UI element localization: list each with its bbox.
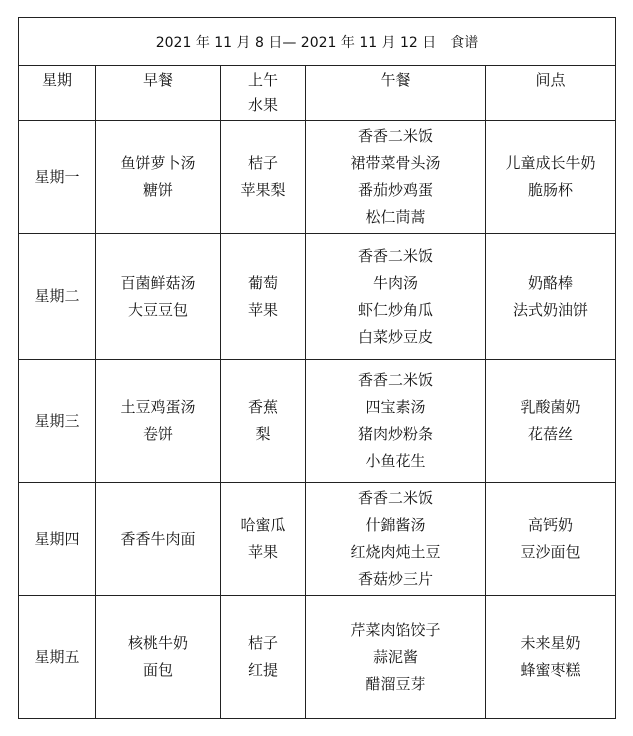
day-cell: 星期二 (19, 234, 96, 360)
table-row (19, 234, 616, 360)
header-lunch: 午餐 (306, 66, 486, 121)
fruit-cell: 葡萄 苹果 (221, 234, 306, 360)
fruit-cell: 桔子 红提 (221, 596, 306, 719)
header-row (19, 66, 616, 121)
lunch-cell: 香香二米饭 裙带菜骨头汤 番茄炒鸡蛋 松仁茼蒿 (306, 121, 486, 234)
snack-cell: 未来星奶 蜂蜜枣糕 (486, 596, 616, 719)
snack-cell: 高钙奶 豆沙面包 (486, 483, 616, 596)
day-cell: 星期一 (19, 121, 96, 234)
day-cell: 星期四 (19, 483, 96, 596)
header-snack: 间点 (486, 66, 616, 121)
fruit-cell: 桔子 苹果梨 (221, 121, 306, 234)
snack-cell: 奶酪棒 法式奶油饼 (486, 234, 616, 360)
lunch-cell: 芹菜肉馅饺子 蒜泥酱 醋溜豆芽 (306, 596, 486, 719)
day-cell: 星期五 (19, 596, 96, 719)
breakfast-cell: 百菌鲜菇汤 大豆豆包 (96, 234, 221, 360)
breakfast-cell: 核桃牛奶 面包 (96, 596, 221, 719)
weekly-menu-table (18, 17, 616, 719)
lunch-cell: 香香二米饭 四宝素汤 猪肉炒粉条 小鱼花生 (306, 360, 486, 483)
breakfast-cell: 香香牛肉面 (96, 483, 221, 596)
fruit-cell: 香蕉 梨 (221, 360, 306, 483)
header-breakfast: 早餐 (96, 66, 221, 121)
fruit-cell: 哈蜜瓜 苹果 (221, 483, 306, 596)
snack-cell: 儿童成长牛奶 脆肠杯 (486, 121, 616, 234)
header-fruit: 上午 水果 (221, 66, 306, 121)
table-row (19, 121, 616, 234)
menu-title (19, 18, 616, 66)
lunch-cell: 香香二米饭 牛肉汤 虾仁炒角瓜 白菜炒豆皮 (306, 234, 486, 360)
table-row (19, 596, 616, 719)
snack-cell: 乳酸菌奶 花蓓丝 (486, 360, 616, 483)
table-row (19, 483, 616, 596)
breakfast-cell: 土豆鸡蛋汤 卷饼 (96, 360, 221, 483)
lunch-cell: 香香二米饭 什錦酱汤 红烧肉炖土豆 香菇炒三片 (306, 483, 486, 596)
title-row (19, 18, 616, 66)
table-row (19, 360, 616, 483)
breakfast-cell: 鱼饼萝卜汤 糖饼 (96, 121, 221, 234)
header-day: 星期 (19, 66, 96, 121)
menu-date-range: 2021 年 11 月 8 日— 2021 年 11 月 12 日 (155, 34, 437, 51)
day-cell: 星期三 (19, 360, 96, 483)
menu-title-label: 食谱 (450, 34, 479, 51)
